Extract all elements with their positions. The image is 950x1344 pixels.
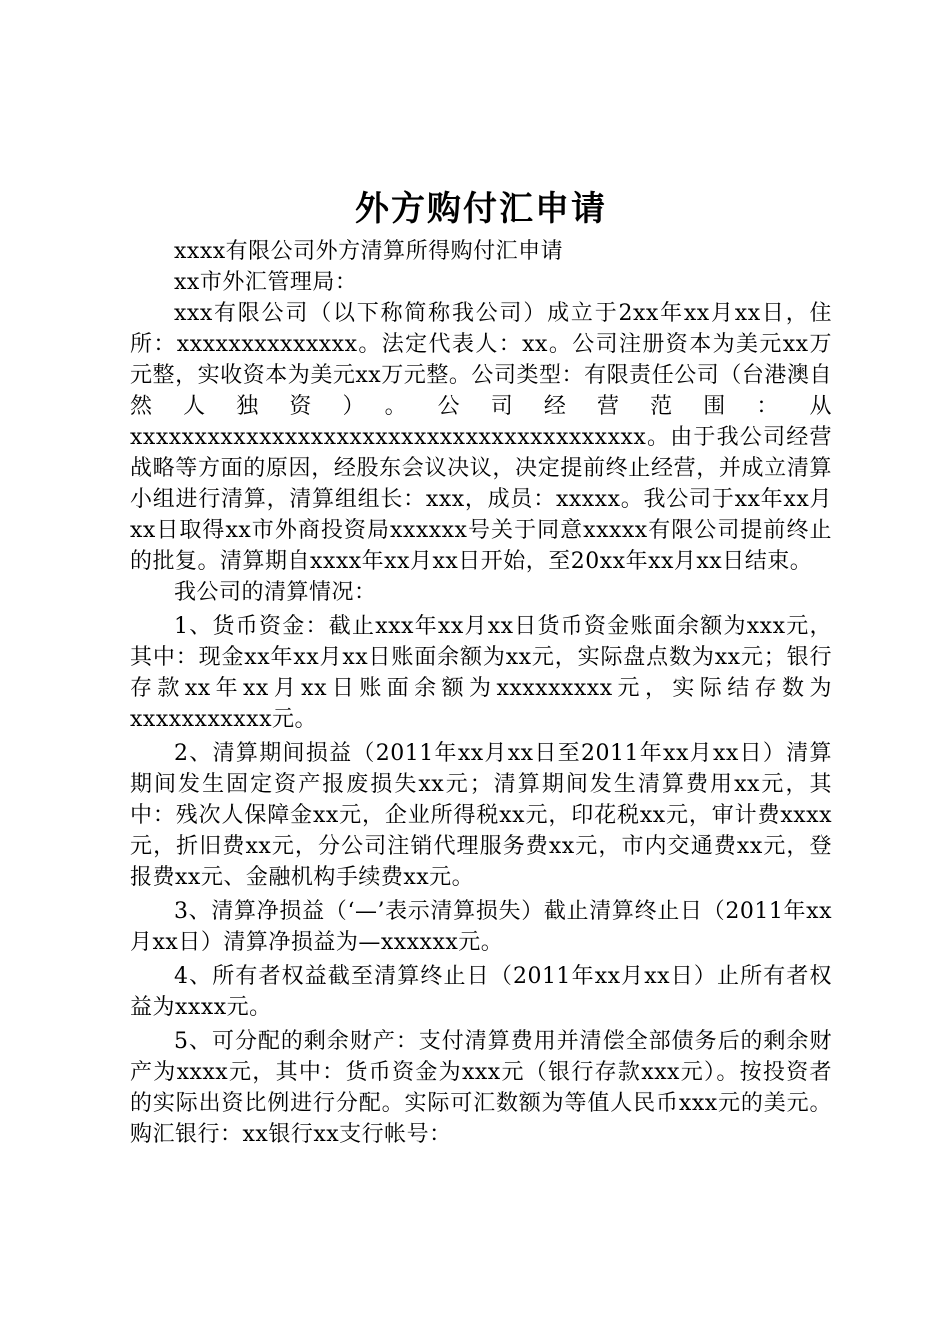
- item-1-monetary-funds: 1、货币资金：截止xxx年xx月xx日货币资金账面余额为xxx元，其中：现金xx年xx月xx日账面余额为xx元，实际盘点数为xx元；银行存款xx年xx月xx日账面余额为xxxxxxxxx元，实际结存数为xxxxxxxxxxx元。: [130, 614, 832, 732]
- company-intro-paragraph: xxx有限公司（以下称简称我公司）成立于2xx年xx月xx日，住所：xxxxxxxxxxxxxx。法定代表人：xx。公司注册资本为美元xx万元整，实收资本为美元xx万元整。公司类型：有限责任公司（台港澳自然人独资）。公司经营范围：从xxxxxxxxxxxxxxxxxxxxxxxxxxxxxxxxxxxxxxxx。由于我公司经营战略等方面的原因，经股东会议决议，决定提前终止经营，并成立清算小组进行清算，清算组组长：xxx，成员：xxxxx。我公司于xx年xx月xx日取得xx市外商投资局xxxxxx号关于同意xxxxx有限公司提前终止的批复。清算期自xxxx年xx月xx日开始，至20xx年xx月xx日结束。: [130, 301, 832, 574]
- item-2-period-profit-loss: 2、清算期间损益（2011年xx月xx日至2011年xx月xx日）清算期间发生固定资产报废损失xx元；清算期间发生清算费用xx元，其中：残次人保障金xx元，企业所得税xx元，印花税xx元，审计费xxxx元，折旧费xx元，分公司注销代理服务费xx元，市内交通费xx元，登报费xx元、金融机构手续费xx元。: [130, 741, 832, 890]
- liquidation-heading: 我公司的清算情况：: [174, 580, 377, 605]
- item-3-net-profit-loss: 3、清算净损益（‘—’表示清算损失）截止清算终止日（2011年xx月xx日）清算净损益为—xxxxxx元。: [130, 899, 832, 955]
- addressee-line: xx市外汇管理局：: [174, 270, 358, 295]
- document-body: [130, 236, 832, 1150]
- document-title: 外方购付汇申请: [355, 189, 607, 229]
- item-5-distributable-assets: 5、可分配的剩余财产：支付清算费用并清偿全部债务后的剩余财产为xxxx元，其中：货币资金为xxx元（银行存款xxx元）。按投资者的实际出资比例进行分配。实际可汇数额为等值人民币xxx元的美元。购汇银行：xx银行xx支行帐号：: [130, 1029, 832, 1147]
- item-4-owners-equity: 4、所有者权益截至清算终止日（2011年xx月xx日）止所有者权益为xxxx元。: [130, 964, 832, 1020]
- subject-line: xxxx有限公司外方清算所得购付汇申请: [174, 239, 564, 264]
